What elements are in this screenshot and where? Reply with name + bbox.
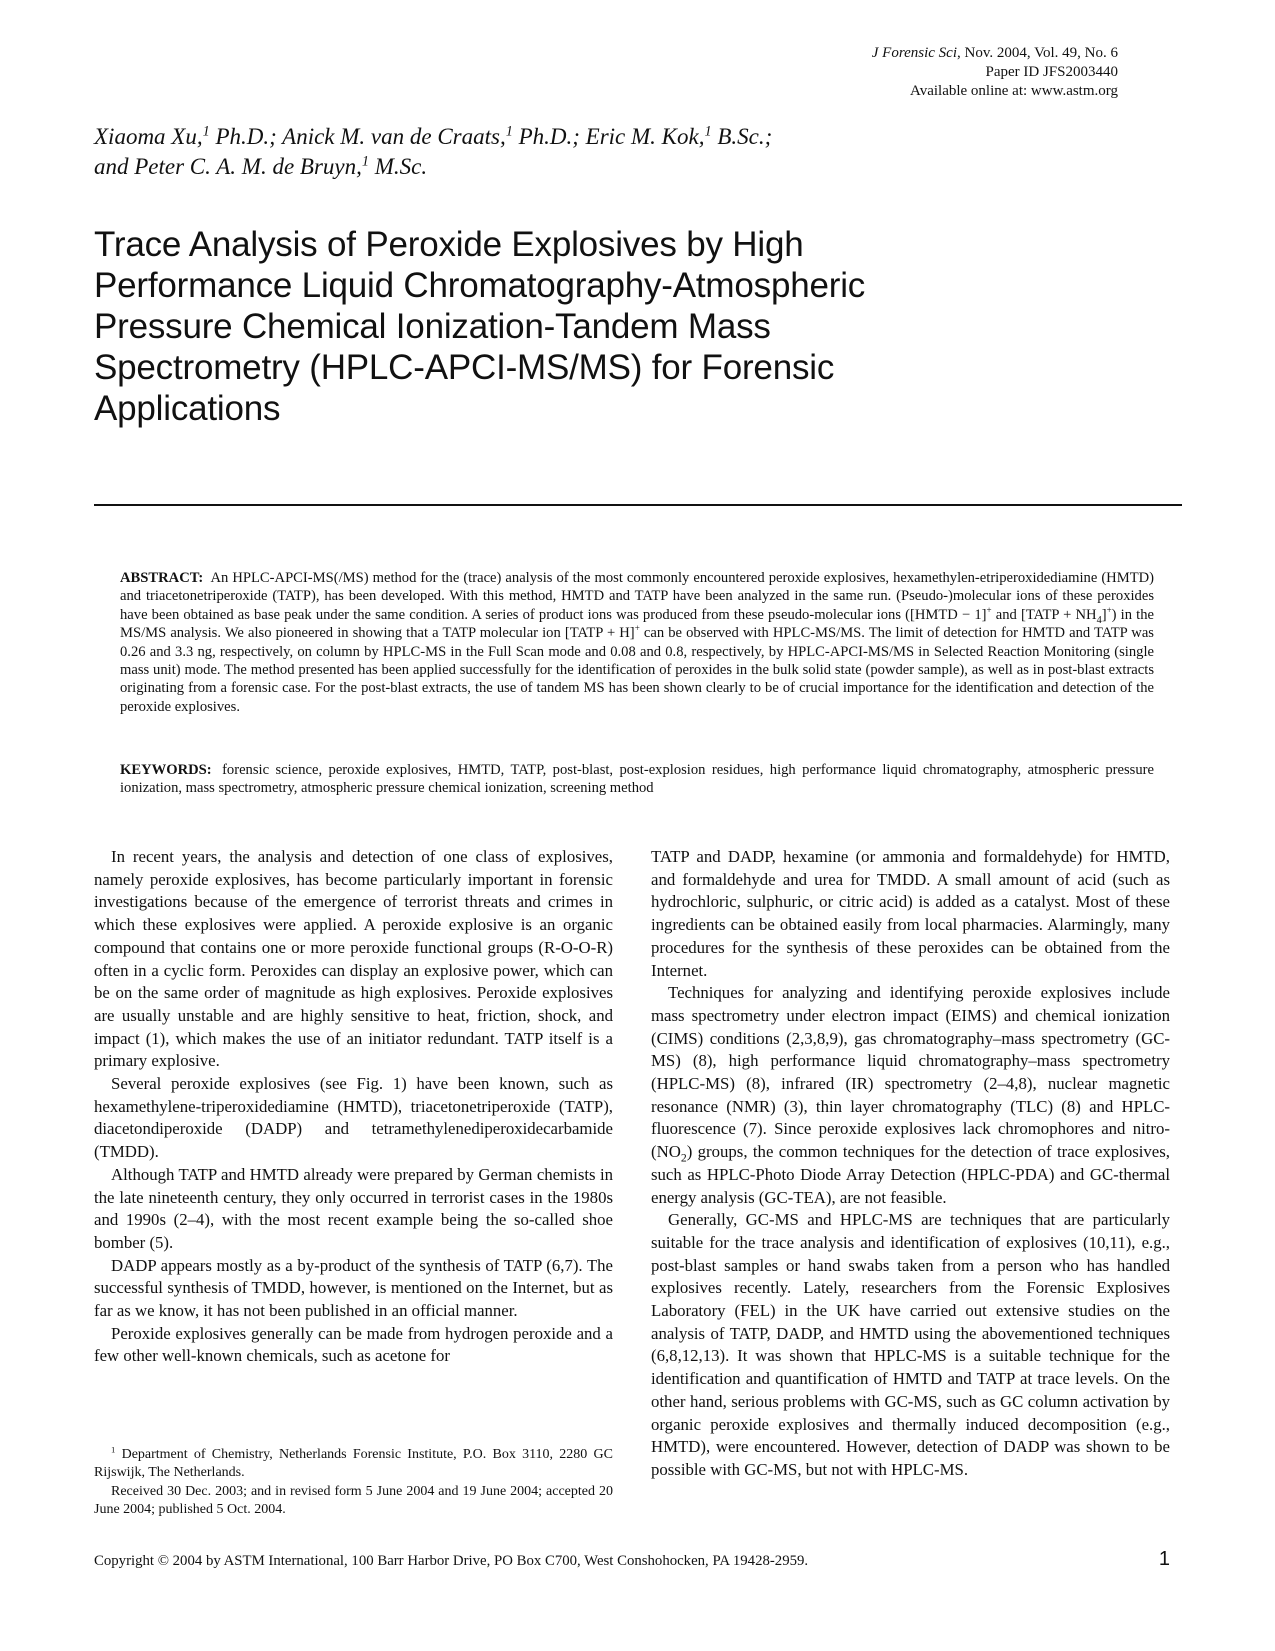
paragraph-text: ) groups, the common techniques for the detection of trace explosives, such as HPLC-Photo Diode Array Detection (HPLC-PDA) and GC-thermal energy analysis (GC-TEA), are not feasible. [651,1142,1170,1207]
paper-id: Paper ID JFS2003440 [985,64,1118,80]
affiliation-mark: 1 [361,153,369,170]
abstract [120,569,1154,716]
author-degree: M.Sc. [368,154,428,179]
author-name: Eric M. Kok, [585,124,705,149]
affiliation-mark: 1 [202,123,210,140]
body-paragraph: Several peroxide explosives (see Fig. 1) have been known, such as hexamethylene-triperoxidediamine (HMTD), triacetonetriperoxide (TATP), diacetondiperoxide (DADP) and tetramethylenediperoxidecarbamide (TMDD). [94,1074,613,1162]
affiliation-mark: 1 [704,123,712,140]
author-name: Anick M. van de Craats, [282,124,506,149]
formula-subscript: 2 [680,1151,687,1165]
paragraph-text: Techniques for analyzing and identifying peroxide explosives include mass spectrometry under electron impact (EIMS) and chemical ionization (CIMS) conditions (2,3,8,9), gas chromatography–mass spectrometry (GC-MS) (8), high performance liquid chromatography–mass spectrometry (HPLC-MS) (8), infrared (IR) spectrometry (2–4,8), nuclear magnetic resonance (NMR) (3), thin layer chromatography (TLC) (8) and HPLC-fluorescence (7). Since peroxide explosives lack chromophores and nitro- (NO [651,983,1170,1162]
abstract-label: ABSTRACT: [120,570,204,586]
title-line: Spectrometry (HPLC-APCI-MS/MS) for Forensic [94,348,835,387]
author-degree: Ph.D.; [209,124,283,149]
author-name: Xiaoma Xu, [94,124,203,149]
title-divider [94,504,1182,506]
journal-citation [758,44,1118,63]
keywords [120,761,1154,798]
keywords-label: KEYWORDS: [120,762,212,778]
author-line-2 [94,152,954,182]
charge-superscript: + [986,604,992,615]
title-line: Applications [94,389,281,428]
journal-header [758,44,1118,101]
charge-superscript: + [634,623,640,634]
body-column-right [651,846,1170,1482]
availability-note: Available online at: www.astm.org [909,83,1118,99]
author-name: and Peter C. A. M. de Bruyn, [94,154,362,179]
paper-title [94,224,974,429]
affiliation-mark: 1 [505,123,513,140]
abstract-text: ) in the MS/MS analysis. We also pioneered in showing that a TATP molecular ion [TATP + H] [120,606,1154,642]
author-line-1 [94,122,954,152]
journal-name: J Forensic Sci [871,45,957,61]
author-degree: B.Sc.; [711,124,773,149]
title-line: Pressure Chemical Ionization-Tandem Mass [94,307,771,346]
page-number: 1 [1158,1548,1170,1570]
copyright-notice: Copyright © 2004 by ASTM International, 100 Barr Harbor Drive, PO Box C700, West Conshohocken, PA 19428-2959. [94,1553,809,1569]
body-paragraph: Although TATP and HMTD already were prepared by German chemists in the late nineteenth century, they only occurred in terrorist cases in the 1980s and 1990s (2–4), with the most recent example being the so-called shoe bomber (5). [94,1164,613,1252]
author-list [94,122,954,182]
abstract-text: can be observed with HPLC-MS/MS. The limit of detection for HMTD and TATP was 0.26 and 3.3 ng, respectively, on column by HPLC-MS in the Full Scan mode and 0.08 and 0.8, respectively, by HPLC-APCI-MS/MS in Selected Reaction Monitoring (single mass unit) mode. The method presented has been applied successfully for the identification of peroxides in the bulk solid state (powder sample), as well as in post-blast extracts originating from a forensic case. For the post-blast extracts, the use of tandem MS has been shown clearly to be of crucial importance for the identification and detection of the peroxide explosives. [120,625,1154,715]
abstract-text: and [TATP + NH [991,606,1097,623]
affiliation-mark: 1 [111,1444,116,1455]
affiliation-text: Department of Chemistry, Netherlands Forensic Institute, P.O. Box 3110, 2280 GC Rijswijk, The Netherlands. [94,1447,613,1481]
abstract-text: ] [1101,606,1107,623]
body-column-left [94,846,613,1368]
keywords-text: forensic science, peroxide explosives, HMTD, TATP, post-blast, post-explosion residues, high performance liquid chromatography, atmospheric pressure ionization, mass spectrometry, atmospheric pressure chemical ionization, screening method [120,762,1154,797]
body-paragraph [651,982,1170,1209]
body-paragraph: In recent years, the analysis and detection of one class of explosives, namely peroxide explosives, has become particularly important in forensic investigations because of the emergence of terrorist threats and crimes in which these explosives were applied. A peroxide explosive is an organic compound that contains one or more peroxide functional groups (R-O-O-R) often in a cyclic form. Peroxides can display an explosive power, which can be on the same order of magnitude as high explosives. Peroxide explosives are usually unstable and are highly sensitive to heat, friction, shock, and impact (1), which makes the use of an initiator redundant. TATP itself is a primary explosive. [94,847,613,1071]
body-paragraph: TATP and DADP, hexamine (or ammonia and formaldehyde) for HMTD, and formaldehyde and urea for TMDD. A small amount of acid (such as hydrochloric, sulphuric, or citric acid) is added as a catalyst. Most of these ingredients can be obtained easily from local pharmacies. Alarmingly, many procedures for the synthesis of these peroxides can be obtained from the Internet. [651,847,1170,980]
affiliation-footnote [94,1446,613,1483]
abstract-text: An HPLC-APCI-MS(/MS) method for the (trace) analysis of the most commonly encountered peroxide explosives, hexamethylen-etriperoxidediamine (HMTD) and triacetonetriperoxide (TATP), has been developed. With this method, HMTD and TATP have been analyzed in the same run. (Pseudo-)molecular ions of these peroxides have been obtained as base peak under the same condition. A series of product ions was produced from these pseudo-molecular ions ([HMTD − 1] [120,570,1155,623]
footnotes [94,1446,613,1520]
body-paragraph: DADP appears mostly as a by-product of the synthesis of TATP (6,7). The successful synthesis of TMDD, however, is mentioned on the Internet, but as far as we know, it has not been published in an official manner. [94,1255,613,1321]
dates-footnote: Received 30 Dec. 2003; and in revised form 5 June 2004 and 19 June 2004; accepted 20 June 2004; published 5 Oct. 2004. [94,1483,613,1518]
body-paragraph: Peroxide explosives generally can be made from hydrogen peroxide and a few other well-known chemicals, such as acetone for [94,1323,613,1366]
journal-issue: , Nov. 2004, Vol. 49, No. 6 [957,45,1118,61]
author-degree: Ph.D.; [512,124,586,149]
formula-subscript: 4 [1096,614,1102,626]
body-paragraph: Generally, GC-MS and HPLC-MS are techniques that are particularly suitable for the trace analysis and identification of explosives (10,11), e.g., post-blast samples or hand swabs taken from a person who has handled explosives recently. Lately, researchers from the Forensic Explosives Laboratory (FEL) in the UK have carried out extensive studies on the analysis of TATP, DADP, and HMTD using the abovementioned techniques (6,8,12,13). It was shown that HPLC-MS is a suitable technique for the identification and quantification of HMTD and TATP at trace levels. On the other hand, serious problems with GC-MS, such as GC column activation by organic peroxide explosives and thermally induced decomposition (e.g., HMTD), were encountered. However, detection of DADP was shown to be possible with GC-MS, but not with HPLC-MS. [651,1210,1170,1479]
charge-superscript: + [1106,604,1112,615]
title-line: Performance Liquid Chromatography-Atmospheric [94,266,866,305]
title-line: Trace Analysis of Peroxide Explosives by High [94,225,804,264]
